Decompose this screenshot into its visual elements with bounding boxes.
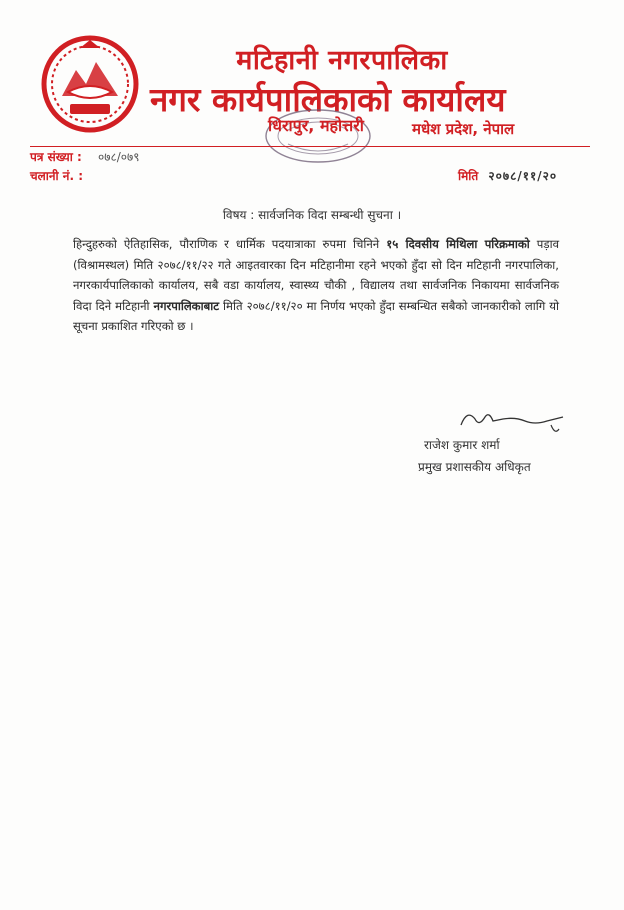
date-value: २०७८/११/२० [488, 169, 558, 183]
patra-value: ०७८/०७९ [97, 150, 140, 164]
signatory-title: प्रमुख प्रशासकीय अधिकृत [418, 460, 531, 474]
office-name: नगर कार्यपालिकाको कार्यालय [150, 80, 506, 119]
subject-line: विषय : सार्वजनिक विदा सम्बन्धी सुचना । [222, 208, 402, 222]
letter-date [458, 167, 557, 184]
patra-sankhya [30, 148, 139, 165]
body-part-3: मिति २०७८/११/२० मा निर्णय भएको हुँदा सम्बन्धित सबैको जानकारीको लागि यो सूचना प्रकाशित गरिएको छ । [73, 298, 559, 333]
signatory-name: राजेश कुमार शर्मा [424, 438, 500, 452]
notice-body [73, 234, 559, 337]
municipality-name: मटिहानी नगरपालिका [236, 45, 448, 76]
patra-label: पत्र संख्या : [30, 150, 82, 164]
date-label: मिति [458, 169, 479, 183]
body-bold-2: नगरपालिकाबाट [153, 298, 220, 313]
chalani-label: चलानी नं. : [30, 169, 84, 183]
address-right: मधेश प्रदेश, नेपाल [412, 120, 515, 138]
body-part-2: पड़ाव (विश्रामस्थल) मिति २०७८/११/२२ गते आइतवारका दिन मटिहानीमा रहने भएको हुँदा सो दिन मटिहानी नगरपालिका, नगरकार्यपालिकाको कार्यालय, सबै वडा कार्यालय, स्वास्थ्य चौकी , विद्यालय तथा सार्वजनिक निकायमा सार्वजनिक विदा दिने मटिहानी [73, 237, 560, 313]
body-bold-1: १५ दिवसीय मिथिला परिक्रमाको [386, 237, 530, 251]
chalani-number [30, 167, 95, 184]
address-left: धिरापुर, महोत्तरी [268, 116, 364, 135]
body-part-1: हिन्दुहरुको ऐतिहासिक, पौराणिक र धार्मिक पदयात्राका रुपमा चिनिने [73, 237, 380, 251]
header-divider [30, 146, 590, 147]
